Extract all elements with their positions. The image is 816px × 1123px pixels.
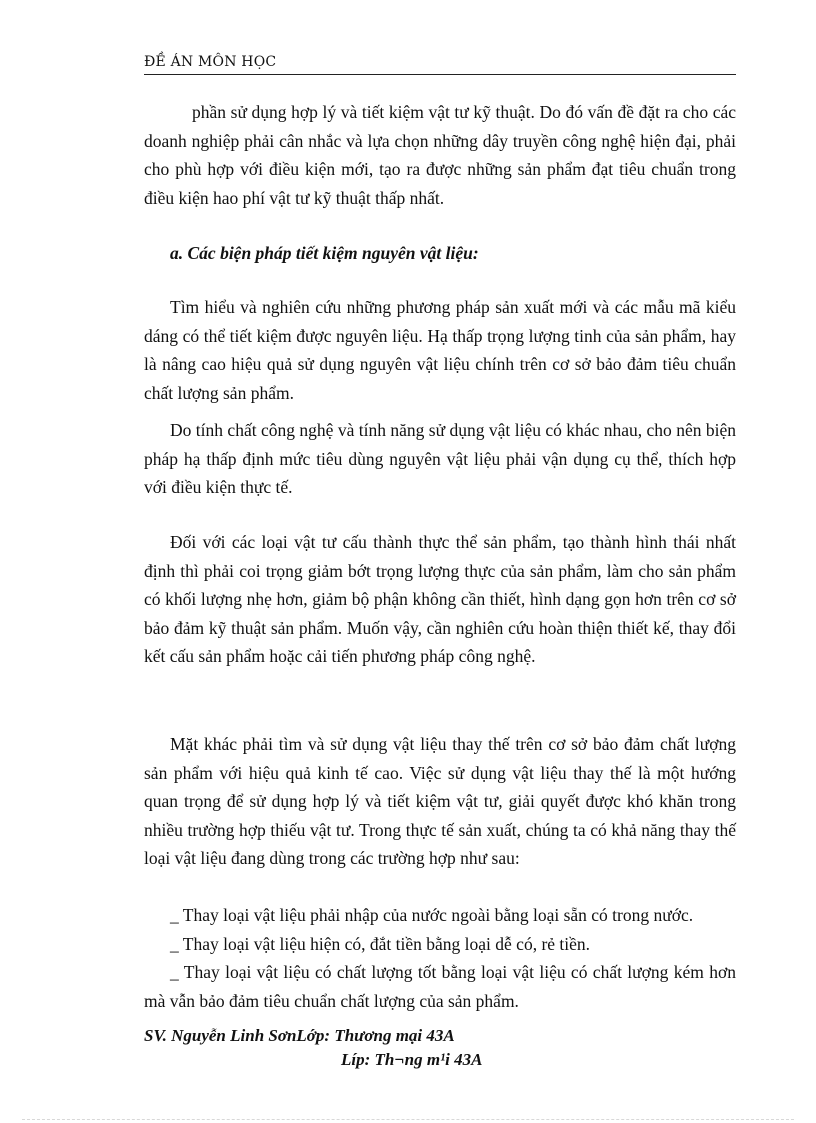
paragraph-technology: Do tính chất công nghệ và tính năng sử dụng vật liệu có khác nhau, cho nên biện pháp hạ thấp định mức tiêu dùng nguyên vật liệu phải vận dụng cụ thể, thích hợp với điều kiện thực tế. (144, 420, 736, 497)
paragraph-materials: Đối với các loại vật tư cấu thành thực thể sản phẩm, tạo thành hình thái nhất định thì phải coi trọng giảm bớt trọng lượng thực của sản phẩm, làm cho sản phẩm có khối lượng nhẹ hơn, giảm bộ phận không cần thiết, hình dạng gọn hơn trên cơ sở bảo đảm kỹ thuật sản phẩm. Muốn vậy, cần nghiên cứu hoàn thiện thiết kế, thay đổi kết cấu sản phẩm hoặc cải tiến phương pháp công nghệ. (144, 532, 736, 666)
section-heading: a. Các biện pháp tiết kiệm nguyên vật liệu: (170, 243, 479, 263)
list-item: _ Thay loại vật liệu hiện có, đắt tiền bằng loại dễ có, rẻ tiền. (170, 933, 591, 954)
paragraph-substitution: Mặt khác phải tìm và sử dụng vật liệu thay thế trên cơ sở bảo đảm chất lượng sản phẩm với hiệu quả kinh tế cao. Việc sử dụng vật liệu thay thế là một hướng quan trọng để sử dụng hợp lý và tiết kiệm vật tư, giải quyết được khó khăn trong nhiều trường hợp thiếu vật tư. Trong thực tế sản xuất, chúng ta có khả năng thay thế loại vật liệu đang dùng trong các trường hợp như sau: (144, 734, 736, 868)
footer-class-line: Líp: Th¬ng m¹i 43A (341, 1050, 483, 1069)
list-item: _ Thay loại vật liệu có chất lượng tốt bằng loại vật liệu có chất lượng kém hơn mà vẫn bảo đảm tiêu chuẩn chất lượng của sản phẩm. (144, 962, 736, 1011)
substitution-list (144, 901, 736, 1015)
page-edge-divider (22, 1119, 794, 1120)
list-item: _ Thay loại vật liệu phải nhập của nước ngoài bằng loại sẵn có trong nước. (170, 905, 694, 925)
header-title: ĐỀ ÁN MÔN HỌC (144, 54, 277, 70)
page-header (144, 52, 736, 75)
paragraph-research: Tìm hiểu và nghiên cứu những phương pháp sản xuất mới và các mẫu mã kiểu dáng có thể tiết kiệm được nguyên liệu. Hạ thấp trọng lượng tinh của sản phẩm, hay là nâng cao hiệu quả sử dụng nguyên vật liệu chính trên cơ sở bảo đảm tiêu chuẩn chất lượng sản phẩm. (144, 297, 736, 403)
footer-student-line: SV. Nguyễn Linh SơnLớp: Thương mại 43A (144, 1026, 455, 1045)
paragraph-intro: phần sử dụng hợp lý và tiết kiệm vật tư kỹ thuật. Do đó vấn đề đặt ra cho các doanh nghiệp phải cân nhắc và lựa chọn những dây truyền công nghệ hiện đại, phải cho phù hợp với điều kiện mới, tạo ra được những sản phẩm đạt tiêu chuẩn trong điều kiện hao phí vật tư kỹ thuật thấp nhất. (144, 102, 736, 208)
